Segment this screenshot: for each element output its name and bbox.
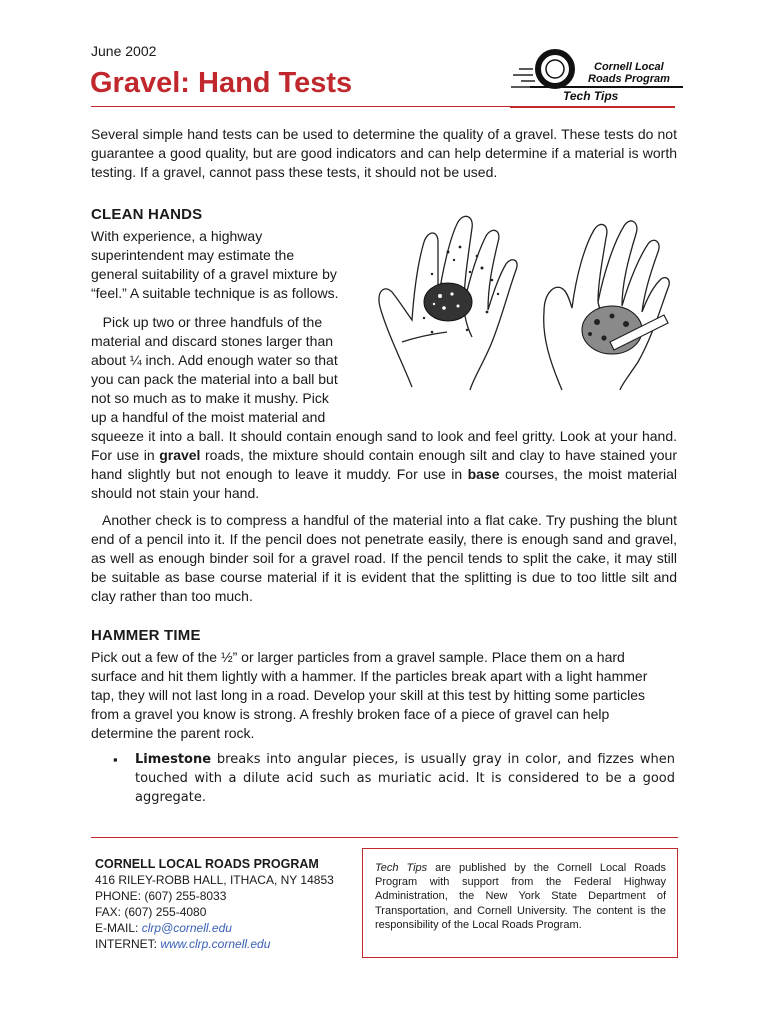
text-line: “feel.” A suitable technique is as follows. [91,285,339,301]
text-line: up a handful of the moist material and [91,409,326,425]
text-line: general suitability of a gravel mixture by [91,266,337,282]
text-line: not so much as to make it mushy. Pick [91,390,329,406]
term-limestone: Limestone [135,752,212,767]
logo-divider [510,106,675,108]
logo-line-3: Tech Tips [563,89,619,103]
clean-hands-heading: CLEAN HANDS [91,206,203,223]
footer-divider [91,837,678,838]
term-gravel: gravel [159,447,201,463]
text-line [91,313,361,332]
phone: PHONE: (607) 255-8033 [95,889,227,903]
clean-hands-paragraph-2-bottom [91,427,677,503]
text-run: squeeze it into a ball. It should contain enough sand to look and feel gritty. Look at your hand. For use in [91,428,677,463]
hammer-time-heading: HAMMER TIME [91,627,201,644]
clrp-logo [505,47,685,107]
gravel-ball-left [424,283,472,321]
publication-note [375,861,666,932]
internet-label: INTERNET: [95,937,161,951]
email-label: E-MAIL: [95,921,142,935]
logo-line-1: Cornell Local [594,61,664,73]
hammer-time-paragraph: Pick out a few of the ½” or larger particles from a gravel sample. Place them on a hard surface and hit them lightly with a hammer. If the particles break apart with a light hammer tap, they will not last long in a road. Develop your skill at this test by hitting some particles from a gravel you know is strong. A freshly broken face of a piece of gravel can help determine the parent rock. [91,649,648,741]
website-link[interactable]: www.clrp.cornell.edu [160,937,271,951]
bullet-text [135,750,675,807]
clean-hands-paragraph-1 [91,227,361,303]
text-line: about ¼ inch. Add enough water so that [91,352,338,368]
fax: FAX: (607) 255-4080 [95,905,207,919]
email-link[interactable]: clrp@cornell.edu [141,921,232,935]
page-title: Gravel: Hand Tests [90,67,353,99]
org-name: CORNELL LOCAL ROADS PROGRAM [95,857,319,871]
text-line-content: Pick up two or three handfuls of the [102,314,323,330]
note-lead: Tech Tips [375,862,428,874]
contact-block [95,856,334,952]
publication-note-box [362,848,678,958]
internet-line [95,936,334,952]
address: 416 RILEY-ROBB HALL, ITHACA, NY 14853 [95,873,334,887]
bullet-marker: ▪ [113,752,118,767]
title-divider [91,106,511,107]
term-base: base [467,466,500,482]
text-run: breaks into angular pieces, is usually gray in color, and fizzes when touched with a dilute acid such as muriatic acid. It is considered to be a good aggregate. [135,752,675,805]
text-line: you can pack the material into a ball but [91,371,338,387]
logo-line-2: Roads Program [588,73,670,85]
text-run: roads, the mixture should contain enough silt and clay to have stained your hand slightly but not enough to leave it muddy. For use in [91,447,678,482]
text-line: superintendent may estimate the [91,247,295,263]
intro-paragraph: Several simple hand tests can be used to determine the quality of a gravel. These tests do not guarantee a good quality, but are good indicators and can help determine if a material is worth testing. If a gravel, cannot pass these tests, it should not be used. [91,126,677,180]
right-hand [544,221,670,390]
email-line [95,920,334,936]
clean-hands-paragraph-2-top [91,313,361,427]
clean-hands-paragraph-3: Another check is to compress a handful of the material into a flat cake. Try pushing the blunt end of a pencil into it. If the pencil does not penetrate easily, there is enough sand and gravel, as well as enough binder soil for a gravel road. If the pencil tends to split the cake, it may still be suitable as base course material if it is evident that the splitting is due to too little silt and clay rather than too much. [91,512,677,604]
issue-date: June 2002 [91,43,157,59]
hand-test-illustration [372,212,692,390]
text-line: With experience, a highway [91,228,263,244]
text-run: courses, the moist material should not stain your hand. [91,466,677,501]
note-text: are published by the Cornell Local Roads Program with support from the Federal Highway Administration, the New York State Department of Transportation, and Cornell University. The content is the responsibility of the Local Roads Program. [375,862,666,931]
text-line: material and discard stones larger than [91,333,334,349]
